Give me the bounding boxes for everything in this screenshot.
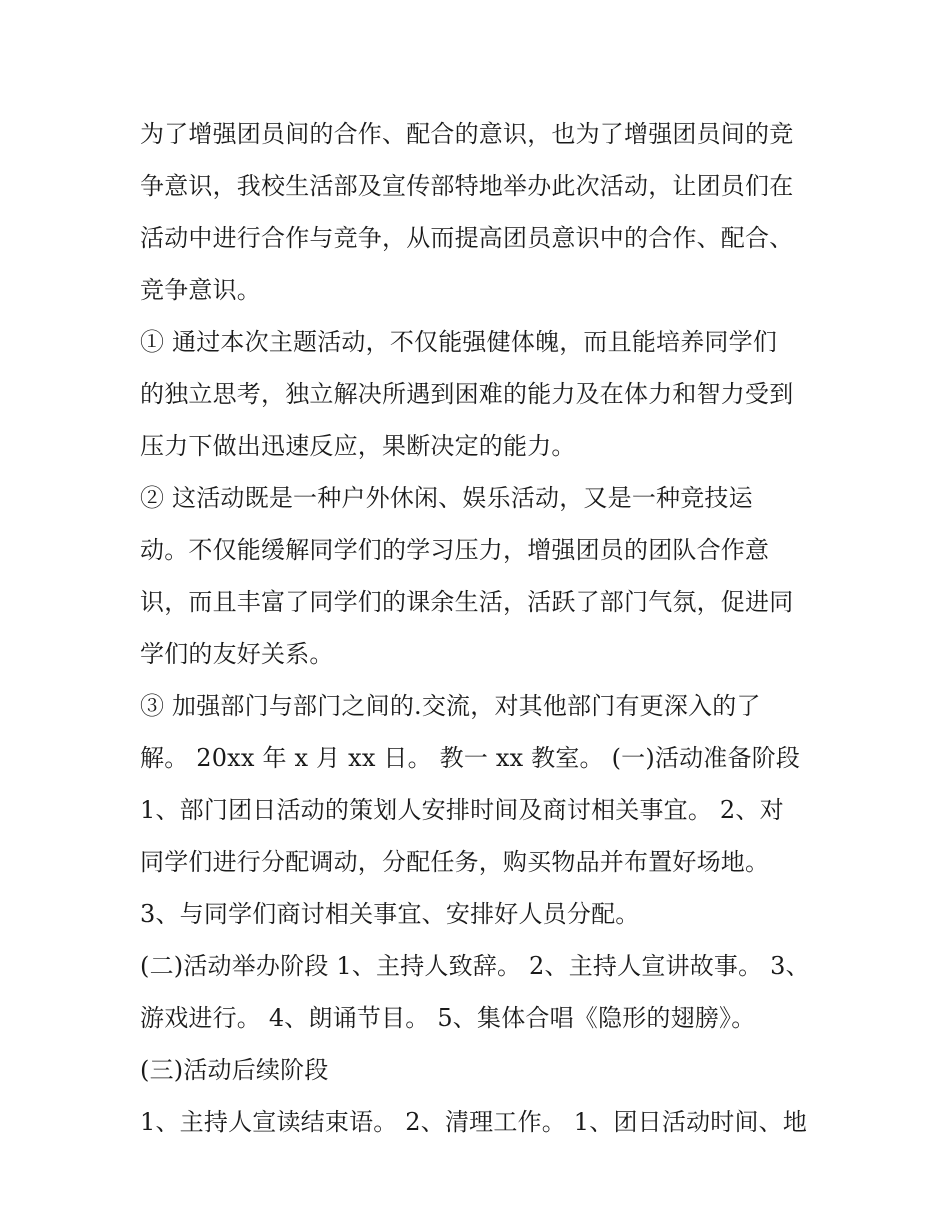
text-line: ③ 加强部门与部门之间的.交流，对其他部门有更深入的了 <box>140 692 761 720</box>
text-line: 活动中进行合作与竞争，从而提高团员意识中的合作、配合、 <box>140 224 794 252</box>
text-line: 1、主持人宣读结束语。 2、清理工作。 1、团日活动时间、地 <box>140 1108 808 1136</box>
body-text <box>140 108 830 1148</box>
text-line: 游戏进行。 4、朗诵节目。 5、集体合唱《隐形的翅膀》。 <box>140 1004 756 1032</box>
text-line: 的独立思考，独立解决所遇到困难的能力及在体力和智力受到 <box>140 380 794 408</box>
text-line: 识，而且丰富了同学们的课余生活，活跃了部门气氛，促进同 <box>140 588 794 616</box>
text-line: 争意识，我校生活部及宣传部特地举办此次活动，让团员们在 <box>140 172 794 200</box>
text-line: 1、部门团日活动的策划人安排时间及商讨相关事宜。 2、对 <box>140 796 784 824</box>
text-line: 动。不仅能缓解同学们的学习压力，增强团员的团队合作意 <box>140 536 770 564</box>
text-line: (三)活动后续阶段 <box>140 1056 329 1084</box>
text-line: 解。 20xx 年 x 月 xx 日。 教一 xx 教室。 (一)活动准备阶段 <box>140 744 801 772</box>
text-line: 竞争意识。 <box>140 276 261 304</box>
text-line: (二)活动举办阶段 1、主持人致辞。 2、主持人宣讲故事。 3、 <box>140 952 810 980</box>
text-line: 3、与同学们商讨相关事宜、安排好人员分配。 <box>140 900 640 928</box>
text-line: 学们的友好关系。 <box>140 640 334 668</box>
text-line: 为了增强团员间的合作、配合的意识，也为了增强团员间的竞 <box>140 120 794 148</box>
text-line: ② 这活动既是一种户外休闲、娱乐活动，又是一种竞技运 <box>140 484 753 512</box>
text-line: ① 通过本次主题活动，不仅能强健体魄，而且能培养同学们 <box>140 328 778 356</box>
text-line: 压力下做出迅速反应，果断决定的能力。 <box>140 432 576 460</box>
text-line: 同学们进行分配调动，分配任务，购买物品并布置好场地。 <box>140 848 770 876</box>
